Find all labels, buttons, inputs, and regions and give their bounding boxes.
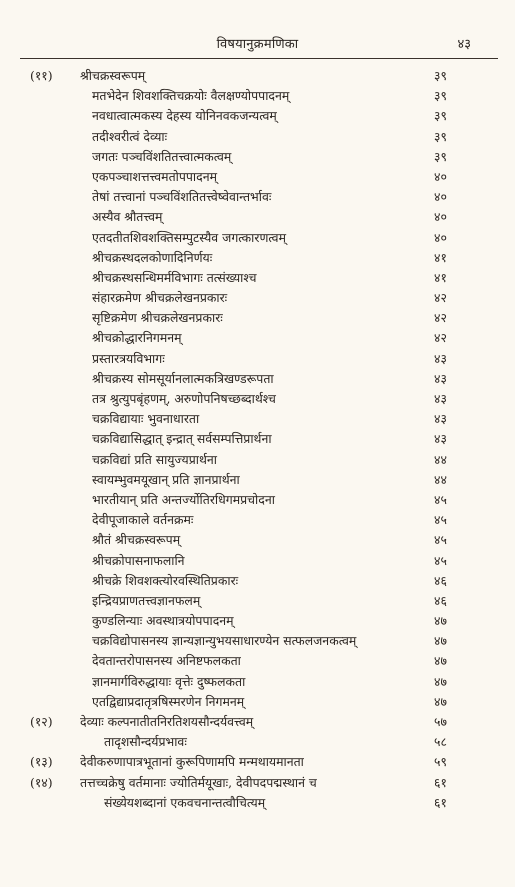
- toc-entry-page: ४४: [434, 451, 447, 467]
- toc-entry: [0, 470, 515, 490]
- toc-entry-title: मतभेदेन शिवशक्तिचक्रयोः वैलक्षण्योपपादनम्: [92, 88, 290, 104]
- toc-entry-title: अस्यैव श्रौतत्त्वम्: [92, 209, 163, 225]
- toc-entry-title: श्रीचक्रस्वरूपम्: [80, 68, 146, 83]
- toc-entry: [0, 450, 515, 470]
- toc-entry-page: ५८: [434, 734, 447, 750]
- toc-entry: [0, 248, 515, 268]
- toc-entry: [0, 86, 515, 106]
- toc-entry-page: ४३: [434, 411, 447, 427]
- toc-entry-title: श्रौतं श्रीचक्रस्वरूपम्: [92, 532, 181, 548]
- toc-entry-page: ४२: [434, 290, 447, 306]
- toc-entry-title: चक्रविद्योपासनस्य ज्ञान्यज्ञान्युभयसाधारण्येन सत्फलजनकत्वम्: [92, 633, 357, 649]
- toc-entry: [0, 551, 515, 571]
- toc-entry-title: कुण्डलिन्याः अवस्थात्रयोपपादनम्: [92, 613, 234, 629]
- section-number: (११): [30, 68, 53, 83]
- toc-entry-page: ४७: [434, 693, 447, 709]
- toc-entry-title: एतद्विद्याप्रदातृत्रषिस्मरणेन निगमनम्: [92, 693, 245, 709]
- toc-entry-title: नवधात्वात्मकस्य देहस्य योनिनवकजन्यत्वम्: [92, 108, 277, 124]
- toc-entry: [0, 611, 515, 631]
- toc-entry-title: चक्रविद्यां प्रति सायुज्यप्रार्थना: [92, 451, 218, 467]
- toc-entry-title: जगतः पञ्चविंशतितत्त्वात्मकत्वम्: [92, 148, 232, 164]
- toc-entry-page: ४२: [434, 330, 447, 346]
- toc-entry: [0, 732, 515, 752]
- toc-entry-page: ४७: [434, 613, 447, 629]
- toc-entry: [0, 672, 515, 692]
- toc-entry-title: तादृशसौन्दर्यप्रभावः: [104, 734, 187, 750]
- toc-entry: [0, 752, 515, 772]
- toc-entry: [0, 268, 515, 288]
- toc-entry-title: चक्रविद्यायाः भुवनाधारता: [92, 411, 200, 427]
- toc-entry-page: ४३: [434, 370, 447, 386]
- toc-entry-page: ४१: [434, 269, 447, 285]
- section-number: (१३): [30, 754, 53, 770]
- toc-entry: [0, 773, 515, 793]
- toc-entry-title: स्वायम्भुवमयूखान् प्रति ज्ञानप्रार्थना: [92, 471, 240, 487]
- toc-entry-page: ४७: [434, 633, 447, 649]
- toc-entry-title: चक्रविद्यासिद्धात् इन्द्रात् सर्वसम्पत्तिप्रार्थना: [92, 431, 272, 447]
- toc-entry: [0, 66, 515, 86]
- toc-entry-title: एकपञ्चाशत्तत्त्वमतोपपादनम्: [92, 168, 218, 184]
- toc-entry-title: श्रीचक्रस्थसन्धिमर्मविभागः तत्संख्याश्च: [92, 269, 257, 285]
- toc-entry-title: तदीश्वरीत्वं देव्याः: [92, 128, 168, 144]
- toc-entry: [0, 187, 515, 207]
- page-number: ४३: [457, 37, 471, 52]
- toc-entry-page: ४७: [434, 653, 447, 669]
- toc-entry-page: ६१: [434, 774, 447, 790]
- toc-entry-page: ४५: [434, 512, 447, 528]
- toc-entry-page: ४४: [434, 471, 447, 487]
- toc-entry-page: ४३: [434, 350, 447, 366]
- toc-entry-title: तत्तच्चक्रेषु वर्तमानाः ज्योतिर्मयूखाः, देवीपदपद्मस्थानं च: [80, 774, 317, 790]
- toc-entry: [0, 530, 515, 550]
- toc-entry: [0, 692, 515, 712]
- toc-entry-title: भारतीयान् प्रति अन्तर्ज्योतिरधिगमप्रचोदना: [92, 491, 275, 507]
- toc-entry: [0, 308, 515, 328]
- toc-entry-title: एतदतीतशिवशक्तिसम्पुटस्यैव जगत्कारणत्वम्: [92, 229, 286, 245]
- toc-entry-title: श्रीचक्रस्य सोमसूर्यानलात्मकत्रिखण्डरूपता: [92, 370, 274, 386]
- toc-entry: [0, 207, 515, 227]
- toc-entry-title: सृष्टिक्रमेण श्रीचक्रलेखनप्रकारः: [92, 310, 223, 326]
- toc-entry-page: ४१: [434, 249, 447, 265]
- toc-entry-page: ४०: [434, 168, 447, 184]
- toc-entry-page: ४३: [434, 391, 447, 406]
- toc-entry-title: देवीपूजाकाले वर्तनक्रमः: [92, 512, 194, 528]
- running-header: [0, 34, 515, 54]
- toc-entry-page: ४२: [434, 310, 447, 326]
- toc-entry-page: ४७: [434, 673, 447, 689]
- toc-entry-title: श्रीचक्रस्थदलकोणादिनिर्णयः: [92, 249, 213, 265]
- toc-entry-page: ४५: [434, 532, 447, 548]
- toc-entry: [0, 328, 515, 348]
- toc-entry: [0, 793, 515, 813]
- toc-entry: [0, 147, 515, 167]
- toc-entry-page: ३९: [434, 148, 447, 164]
- toc-entry: [0, 228, 515, 248]
- toc-entry: [0, 490, 515, 510]
- page-title: विषयानुक्रमणिका: [216, 37, 299, 52]
- toc-entry-page: ४०: [434, 229, 447, 245]
- section-number: (१२): [30, 714, 53, 729]
- toc-entry: [0, 106, 515, 126]
- toc-entry-page: ४३: [434, 431, 447, 447]
- toc-entry-page: ४६: [434, 572, 447, 588]
- toc-entry-title: श्रीचक्रोपासनाफलानि: [92, 552, 185, 568]
- toc-entry-page: ३९: [434, 128, 447, 144]
- toc-entry-title: देवतान्तरोपासनस्य अनिष्टफलकता: [92, 653, 241, 669]
- toc-entry: [0, 349, 515, 369]
- toc-entry: [0, 409, 515, 429]
- toc-entry-page: ५९: [434, 754, 447, 770]
- toc-entry-page: ३९: [434, 88, 447, 104]
- toc-entry-title: इन्द्रियप्राणतत्त्वज्ञानफलम्: [92, 592, 201, 608]
- toc-entry: [0, 369, 515, 389]
- toc-entry: [0, 712, 515, 732]
- toc-entry: [0, 631, 515, 651]
- toc-entry: [0, 288, 515, 308]
- toc-entry-title: तेषां तत्त्वानां पञ्चविंशतितत्त्वेष्वेवान्तर्भावः: [92, 189, 272, 205]
- table-of-contents: [0, 66, 515, 813]
- toc-entry-page: ४०: [434, 209, 447, 225]
- toc-entry-page: ४६: [434, 592, 447, 608]
- toc-entry-page: ४०: [434, 189, 447, 205]
- toc-entry-title: तत्र श्रुत्युपबृंहणम्, अरुणोपनिषच्छब्दार्थश्च: [92, 391, 276, 406]
- toc-entry-page: ५७: [434, 714, 447, 729]
- toc-entry: [0, 591, 515, 611]
- toc-entry: [0, 651, 515, 671]
- toc-entry-title: श्रीचक्रे शिवशक्त्योरवस्थितिप्रकारः: [92, 572, 239, 588]
- toc-entry: [0, 571, 515, 591]
- toc-entry-title: संहारक्रमेण श्रीचक्रलेखनप्रकारः: [92, 290, 228, 306]
- toc-entry-page: ६१: [434, 794, 447, 810]
- toc-entry-page: ३९: [434, 68, 447, 83]
- section-number: (१४): [30, 774, 53, 790]
- toc-entry-page: ४५: [434, 491, 447, 507]
- toc-entry: [0, 429, 515, 449]
- toc-entry: [0, 510, 515, 530]
- toc-entry: [0, 127, 515, 147]
- header-rule: [20, 58, 498, 59]
- toc-entry-title: प्रस्तारत्रयविभागः: [92, 350, 165, 366]
- toc-entry-page: ४५: [434, 552, 447, 568]
- toc-entry-title: संख्येयशब्दानां एकवचनान्तत्वौचित्यम्: [104, 794, 266, 810]
- toc-entry-page: ३९: [434, 108, 447, 124]
- toc-entry-title: ज्ञानमार्गविरुद्धायाः वृत्तेः दुष्फलकता: [92, 673, 246, 689]
- toc-entry: [0, 167, 515, 187]
- toc-entry-title: देवीकरुणापात्रभूतानां कुरूपिणामपि मन्मथायमानता: [80, 754, 304, 770]
- toc-entry-title: श्रीचक्रोद्धारनिगमनम्: [92, 330, 182, 346]
- toc-entry: [0, 389, 515, 409]
- toc-entry-title: देव्याः कल्पनातीतनिरतिशयसौन्दर्यवत्त्वम्: [80, 714, 254, 729]
